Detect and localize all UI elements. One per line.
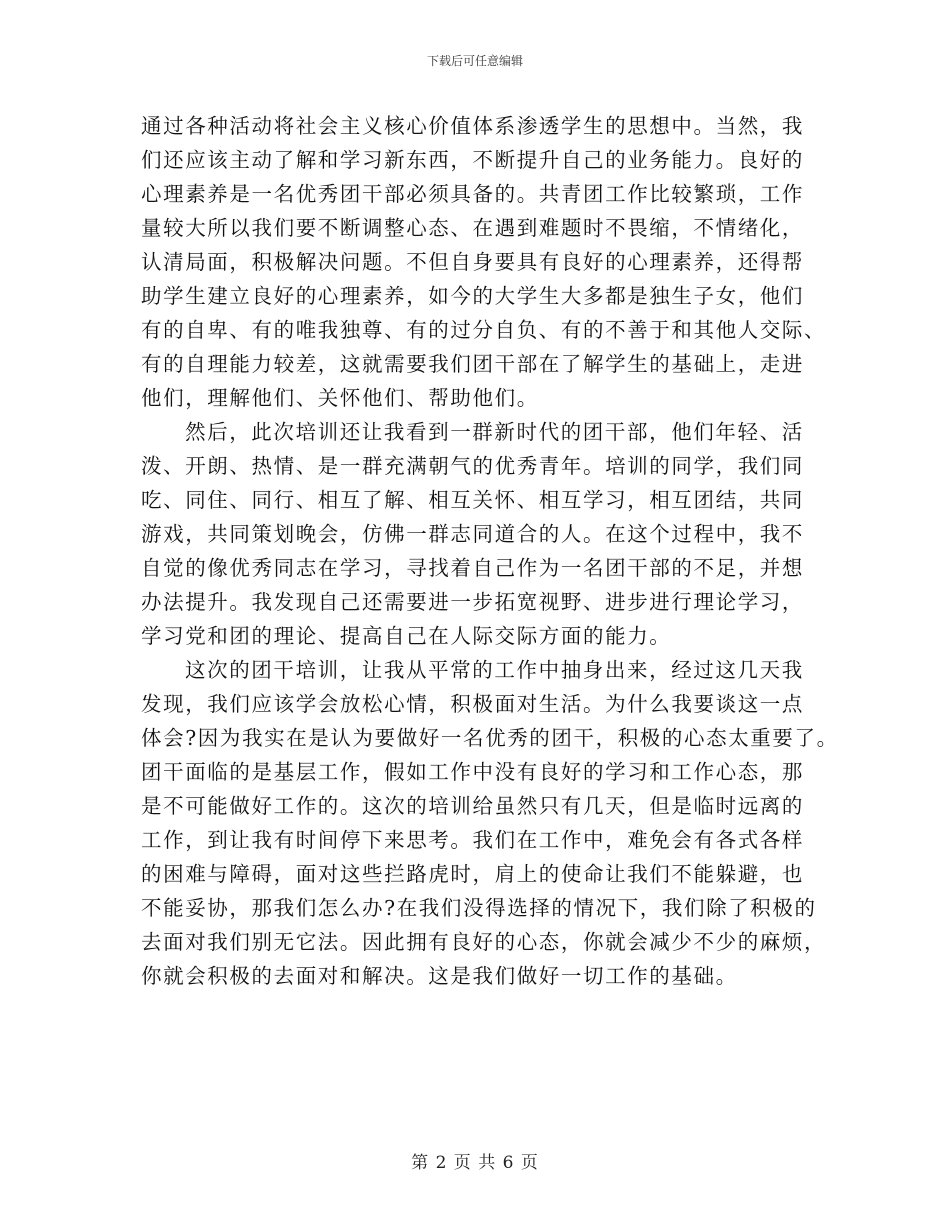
text-line: 有的自理能力较差，这就需要我们团干部在了解学生的基础上，走进: [141, 352, 804, 376]
text-line: 团干面临的是基层工作，假如工作中没有良好的学习和工作心态，那: [141, 760, 804, 784]
text-line: 量较大所以我们要不断调整心态、在遇到难题时不畏缩，不情绪化，: [141, 216, 804, 240]
text-line: 体会?因为我实在是认为要做好一名优秀的团干，积极的心态太重要了。: [141, 726, 839, 750]
text-line: 泼、开朗、热情、是一群充满朝气的优秀青年。培训的同学，我们同: [141, 454, 804, 478]
text-line: 工作，到让我有时间停下来思考。我们在工作中，难免会有各式各样: [141, 828, 804, 852]
paragraph-first-line: 这次的团干培训，让我从平常的工作中抽身出来，经过这几天我: [185, 658, 804, 682]
text-line: 学习党和团的理论、提高自己在人际交际方面的能力。: [141, 624, 672, 648]
text-line: 游戏，共同策划晚会，仿佛一群志同道合的人。在这个过程中，我不: [141, 522, 804, 546]
document-body: [141, 109, 839, 993]
text-line: 发现，我们应该学会放松心情，积极面对生活。为什么我要谈这一点: [141, 692, 804, 716]
text-line: 去面对我们别无它法。因此拥有良好的心态，你就会减少不少的麻烦，: [141, 930, 827, 954]
page-number: 第 2 页 共 6 页: [411, 1153, 539, 1173]
text-line: 办法提升。我发现自己还需要进一步拓宽视野、进步进行理论学习，: [141, 590, 804, 614]
text-line: 助学生建立良好的心理素养，如今的大学生大多都是独生子女，他们: [141, 284, 804, 308]
text-line: 他们，理解他们、关怀他们、帮助他们。: [141, 386, 539, 410]
text-line: 通过各种活动将社会主义核心价值体系渗透学生的思想中。当然，我: [141, 114, 804, 138]
text-line: 心理素养是一名优秀团干部必须具备的。共青团工作比较繁琐，工作: [141, 182, 804, 206]
paragraph-first-line: 然后，此次培训还让我看到一群新时代的团干部，他们年轻、活: [185, 420, 804, 444]
text-line: 不能妥协，那我们怎么办?在我们没得选择的情况下，我们除了积极的: [141, 896, 817, 920]
text-line: 你就会积极的去面对和解决。这是我们做好一切工作的基础。: [141, 964, 738, 988]
text-line: 的困难与障碍，面对这些拦路虎时，肩上的使命让我们不能躲避，也: [141, 862, 804, 886]
page-header: 下载后可任意编辑: [426, 54, 523, 68]
text-line: 是不可能做好工作的。这次的培训给虽然只有几天，但是临时远离的: [141, 794, 804, 818]
text-line: 认清局面，积极解决问题。不但自身要具有良好的心理素养，还得帮: [141, 250, 804, 274]
text-line: 们还应该主动了解和学习新东西，不断提升自己的业务能力。良好的: [141, 148, 804, 172]
text-line: 自觉的像优秀同志在学习，寻找着自己作为一名团干部的不足，并想: [141, 556, 804, 580]
text-line: 有的自卑、有的唯我独尊、有的过分自负、有的不善于和其他人交际、: [141, 318, 827, 342]
text-line: 吃、同住、同行、相互了解、相互关怀、相互学习，相互团结，共同: [141, 488, 804, 512]
